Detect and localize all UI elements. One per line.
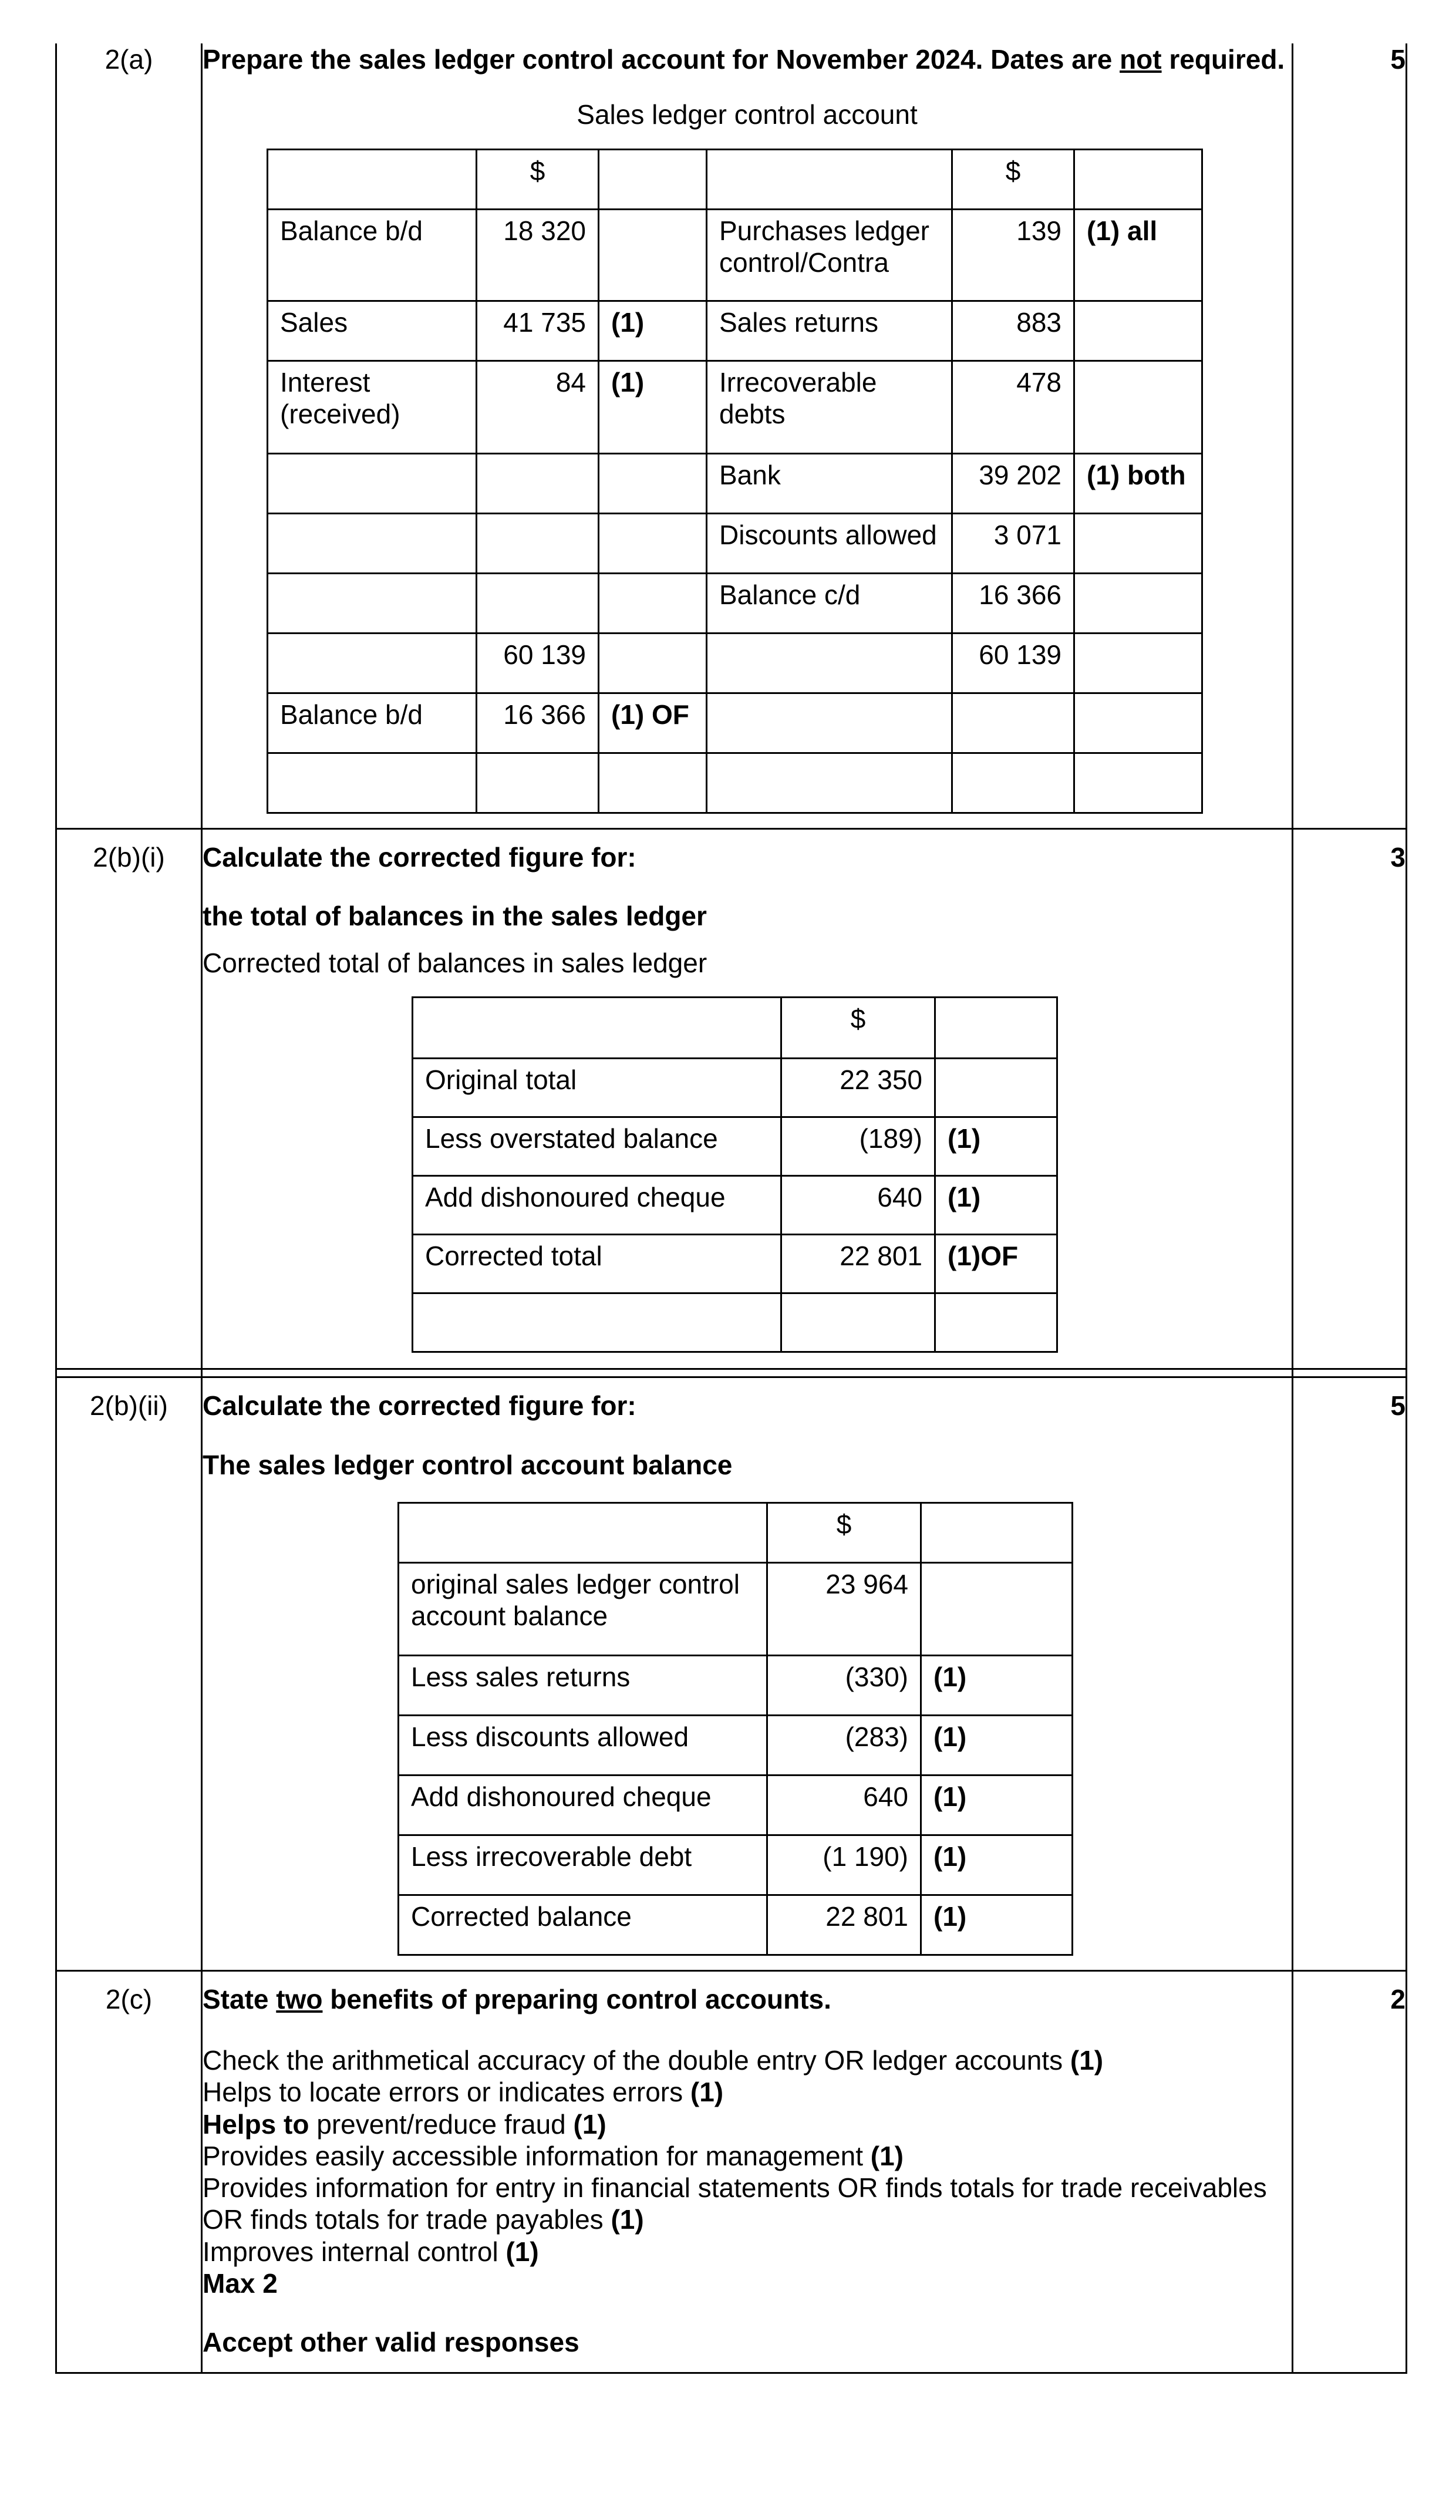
credit-amount: 883 — [952, 301, 1074, 361]
credit-mark — [1074, 693, 1202, 753]
credit-amount: 3 071 — [952, 513, 1074, 573]
credit-label — [707, 633, 952, 693]
calc-mark: (1) — [921, 1895, 1073, 1955]
credit-label: Purchases ledger control/Contra — [707, 209, 952, 301]
credit-label: Sales returns — [707, 301, 952, 361]
double-rule — [56, 1369, 1407, 1377]
debit-label — [268, 633, 477, 693]
ledger-row — [268, 301, 1202, 361]
ledger-row — [268, 633, 1202, 693]
table-header-row — [399, 1502, 1073, 1562]
row-2a — [56, 43, 1407, 828]
calc-mark: (1) — [921, 1775, 1073, 1835]
calc-amount: (330) — [767, 1655, 921, 1715]
credit-amount: 60 139 — [952, 633, 1074, 693]
calc-amount: 22 801 — [767, 1895, 921, 1955]
row-2bii — [56, 1377, 1407, 1971]
credit-amount: 478 — [952, 361, 1074, 453]
question-number-cell — [56, 1377, 202, 1971]
answer-line: Helps to locate errors or indicates errors (1) — [203, 2077, 724, 2108]
debit-amount: 41 735 — [477, 301, 599, 361]
debit-mark — [599, 513, 707, 573]
calc-label: Original total — [413, 1059, 781, 1117]
debit-mark: (1) — [599, 361, 707, 453]
debit-mark — [599, 633, 707, 693]
calc-row — [399, 1775, 1073, 1835]
credit-mark — [1074, 301, 1202, 361]
credit-mark — [1074, 573, 1202, 633]
calc-row — [399, 1715, 1073, 1775]
debit-amount-header: $ — [477, 149, 599, 209]
debit-mark — [599, 573, 707, 633]
ledger-row — [268, 693, 1202, 753]
calc-amount: (1 190) — [767, 1835, 921, 1895]
corrected-sales-ledger-total-table — [412, 996, 1058, 1353]
calc-mark: (1) — [921, 1715, 1073, 1775]
debit-label — [268, 513, 477, 573]
debit-amount — [477, 453, 599, 513]
calc-row — [399, 1895, 1073, 1955]
calc-amount — [781, 1293, 935, 1352]
calc-label: Corrected total — [413, 1235, 781, 1293]
debit-label: Interest (received) — [268, 361, 477, 453]
answer-line: Helps to prevent/reduce fraud (1) — [203, 2108, 606, 2140]
debit-amount — [477, 513, 599, 573]
table-header-row — [413, 998, 1057, 1059]
corrected-control-balance-table — [397, 1502, 1073, 1956]
max-marks-note: Max 2 — [203, 2268, 278, 2299]
question-number: 2(a) — [105, 44, 153, 75]
debit-amount: 18 320 — [477, 209, 599, 301]
row-2c — [56, 1970, 1407, 2373]
calc-row — [413, 1059, 1057, 1117]
answer-cell — [202, 1377, 1293, 1971]
sub-question-text: the total of balances in the sales ledger — [203, 900, 707, 931]
table-caption: Sales ledger control account — [577, 99, 918, 130]
debit-amount — [477, 573, 599, 633]
calc-label: original sales ledger control account balance — [399, 1562, 767, 1655]
amount-header: $ — [781, 998, 935, 1059]
marks-cell: 5 — [1293, 43, 1407, 828]
credit-amount — [952, 693, 1074, 753]
answer-cell — [202, 43, 1293, 828]
answer-cell — [202, 1970, 1293, 2373]
debit-label: Balance b/d — [268, 209, 477, 301]
ledger-row — [268, 513, 1202, 573]
calc-label: Less overstated balance — [413, 1117, 781, 1176]
marks-cell: 5 — [1293, 1377, 1407, 1971]
credit-label — [707, 753, 952, 813]
calc-amount: 640 — [781, 1176, 935, 1235]
calc-mark: (1) — [935, 1117, 1057, 1176]
question-number: 2(b)(ii) — [90, 1390, 168, 1421]
calc-label: Corrected balance — [399, 1895, 767, 1955]
credit-mark: (1) all — [1074, 209, 1202, 301]
row-2bi — [56, 828, 1407, 1369]
calc-mark — [935, 1059, 1057, 1117]
debit-mark — [599, 753, 707, 813]
calc-mark: (1) — [921, 1835, 1073, 1895]
ledger-row — [268, 453, 1202, 513]
marks-cell: 2 — [1293, 1970, 1407, 2373]
credit-label: Balance c/d — [707, 573, 952, 633]
calc-mark: (1) — [921, 1655, 1073, 1715]
credit-mark: (1) both — [1074, 453, 1202, 513]
debit-label — [268, 753, 477, 813]
debit-mark — [599, 453, 707, 513]
calc-amount: (283) — [767, 1715, 921, 1775]
debit-amount: 84 — [477, 361, 599, 453]
answer-line: Improves internal control (1) — [203, 2236, 539, 2267]
credit-mark — [1074, 513, 1202, 573]
calc-mark — [921, 1562, 1073, 1655]
question-text: Calculate the corrected figure for: — [203, 1390, 636, 1421]
credit-amount-header: $ — [952, 149, 1074, 209]
answer-line: Provides easily accessible information for management (1) — [203, 2140, 904, 2171]
answer-cell — [202, 828, 1293, 1369]
debit-amount: 16 366 — [477, 693, 599, 753]
calc-row — [413, 1176, 1057, 1235]
ledger-row — [268, 361, 1202, 453]
amount-header: $ — [767, 1502, 921, 1562]
question-number-cell — [56, 43, 202, 828]
calc-row — [399, 1835, 1073, 1895]
answer-line: Provides information for entry in financial statements OR finds totals for trade receivables OR finds totals for trade payables (1) — [203, 2172, 1267, 2235]
calc-label: Add dishonoured cheque — [413, 1176, 781, 1235]
table-caption: Corrected total of balances in sales ledger — [203, 948, 707, 979]
calc-label: Add dishonoured cheque — [399, 1775, 767, 1835]
credit-amount: 16 366 — [952, 573, 1074, 633]
credit-label: Bank — [707, 453, 952, 513]
question-number-cell — [56, 1970, 202, 2373]
calc-mark: (1)OF — [935, 1235, 1057, 1293]
credit-amount — [952, 753, 1074, 813]
debit-label — [268, 573, 477, 633]
calc-label: Less irrecoverable debt — [399, 1835, 767, 1895]
debit-label — [268, 453, 477, 513]
credit-mark — [1074, 633, 1202, 693]
question-number: 2(b)(i) — [93, 841, 165, 872]
calc-amount: 640 — [767, 1775, 921, 1835]
calc-row — [413, 1235, 1057, 1293]
calc-amount: 23 964 — [767, 1562, 921, 1655]
calc-mark: (1) — [935, 1176, 1057, 1235]
calc-amount: (189) — [781, 1117, 935, 1176]
credit-amount: 139 — [952, 209, 1074, 301]
question-number-cell — [56, 828, 202, 1369]
marks-cell: 3 — [1293, 828, 1407, 1369]
calc-mark — [935, 1293, 1057, 1352]
debit-label: Sales — [268, 301, 477, 361]
calc-amount: 22 801 — [781, 1235, 935, 1293]
credit-label: Discounts allowed — [707, 513, 952, 573]
mark-scheme-table — [55, 43, 1407, 2374]
calc-row — [399, 1562, 1073, 1655]
credit-label — [707, 693, 952, 753]
table-header-row — [268, 149, 1202, 209]
ledger-row — [268, 573, 1202, 633]
answer-line: Check the arithmetical accuracy of the double entry OR ledger accounts (1) — [203, 2045, 1104, 2076]
question-text: State two benefits of preparing control accounts. — [203, 1983, 831, 2014]
credit-mark — [1074, 361, 1202, 453]
credit-mark — [1074, 753, 1202, 813]
sales-ledger-control-account-table — [267, 149, 1203, 814]
calc-amount: 22 350 — [781, 1059, 935, 1117]
calc-label — [413, 1293, 781, 1352]
question-number: 2(c) — [105, 1983, 153, 2014]
sub-question-text: The sales ledger control account balance — [203, 1449, 733, 1480]
debit-label: Balance b/d — [268, 693, 477, 753]
debit-amount — [477, 753, 599, 813]
credit-label: Irrecoverable debts — [707, 361, 952, 453]
ledger-row — [268, 209, 1202, 301]
ledger-row — [268, 753, 1202, 813]
calc-label: Less sales returns — [399, 1655, 767, 1715]
calc-row — [413, 1117, 1057, 1176]
credit-amount: 39 202 — [952, 453, 1074, 513]
debit-mark — [599, 209, 707, 301]
question-text: Prepare the sales ledger control account for November 2024. Dates are not required. — [203, 44, 1285, 75]
calc-row — [399, 1655, 1073, 1715]
debit-amount: 60 139 — [477, 633, 599, 693]
accept-note: Accept other valid responses — [203, 2327, 579, 2358]
answer-list — [203, 2044, 1292, 2268]
calc-row — [413, 1293, 1057, 1352]
debit-mark: (1) OF — [599, 693, 707, 753]
calc-label: Less discounts allowed — [399, 1715, 767, 1775]
debit-mark: (1) — [599, 301, 707, 361]
question-text: Calculate the corrected figure for: — [203, 841, 636, 872]
